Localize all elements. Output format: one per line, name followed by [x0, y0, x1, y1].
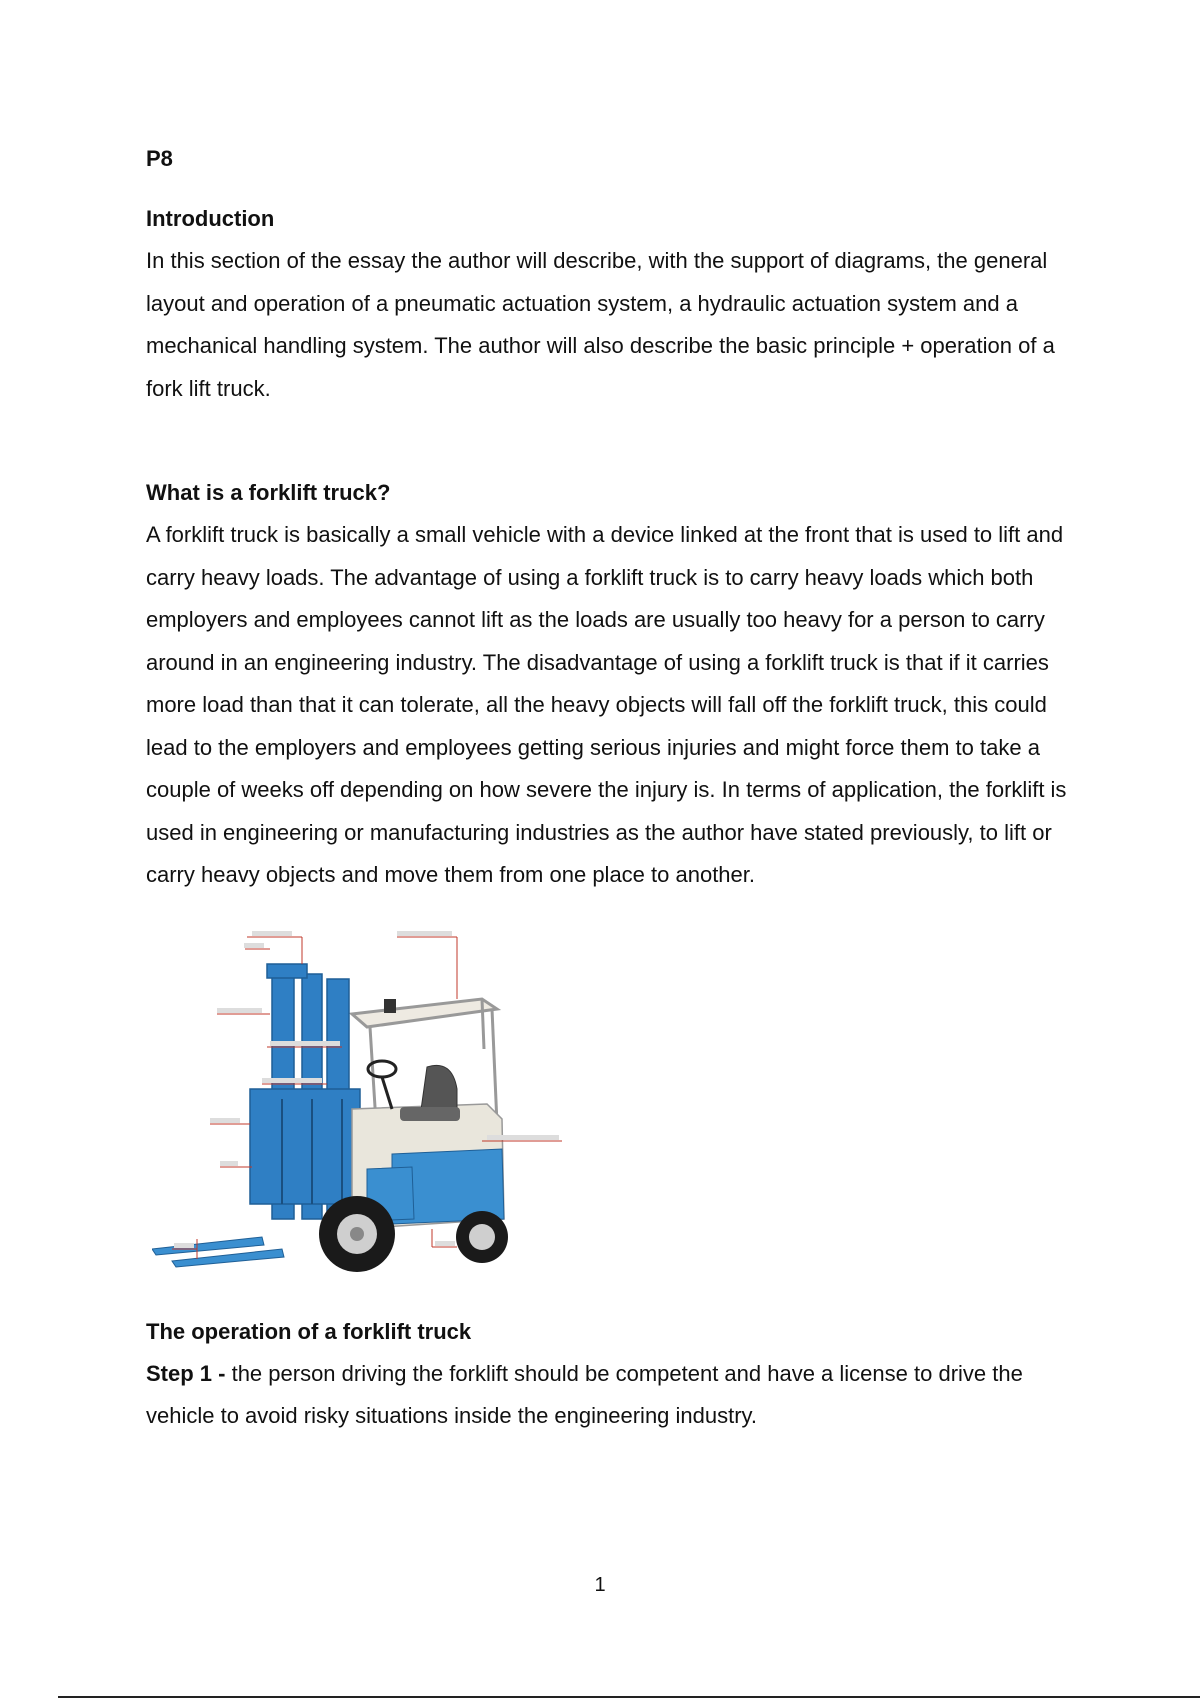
operation-heading: The operation of a forklift truck — [146, 1318, 472, 1344]
section-code: P8 — [146, 146, 173, 171]
page-number: 1 — [594, 1574, 606, 1596]
intro-heading: Introduction — [146, 206, 275, 231]
bottom-divider — [58, 1696, 1200, 1698]
what-paragraph: A forklift truck is basically a small vehicle with a device linked at the front that is used to lift and carry heavy loads. The advantage of using a forklift truck is to carry heavy loads which both employers and employees cannot lift as the loads are usually too heavy for a person to carry around in an engineering industry. The disadvantage of using a forklift truck is that if it carries more load than that it can tolerate, all the heavy objects will fall off the forklift truck, this could lead to the employers and employees getting serious injuries and might force them to take a couple of weeks off depending on how severe the injury is. In terms of application, the forklift is used in engineering or manufacturing industries as the author have stated previously, to lift or carry heavy objects and move them from one place to another. — [146, 522, 1067, 887]
forklift-diagram-icon — [152, 919, 612, 1289]
what-heading: What is a forklift truck? — [146, 480, 391, 505]
step-1-label: Step 1 - — [146, 1360, 226, 1386]
step-1-paragraph — [146, 1353, 1076, 1438]
step-1-text: the person driving the forklift should be competent and have a license to drive the vehicle to avoid risky situations inside the engineering industry. — [146, 1360, 1023, 1428]
page-content — [146, 140, 1076, 1438]
intro-paragraph: In this section of the essay the author will describe, with the support of diagrams, the general layout and operation of a pneumatic actuation system, a hydraulic actuation system and a mechanical handling system. The author will also describe the basic principle + operation of a fork lift truck. — [146, 248, 1055, 401]
